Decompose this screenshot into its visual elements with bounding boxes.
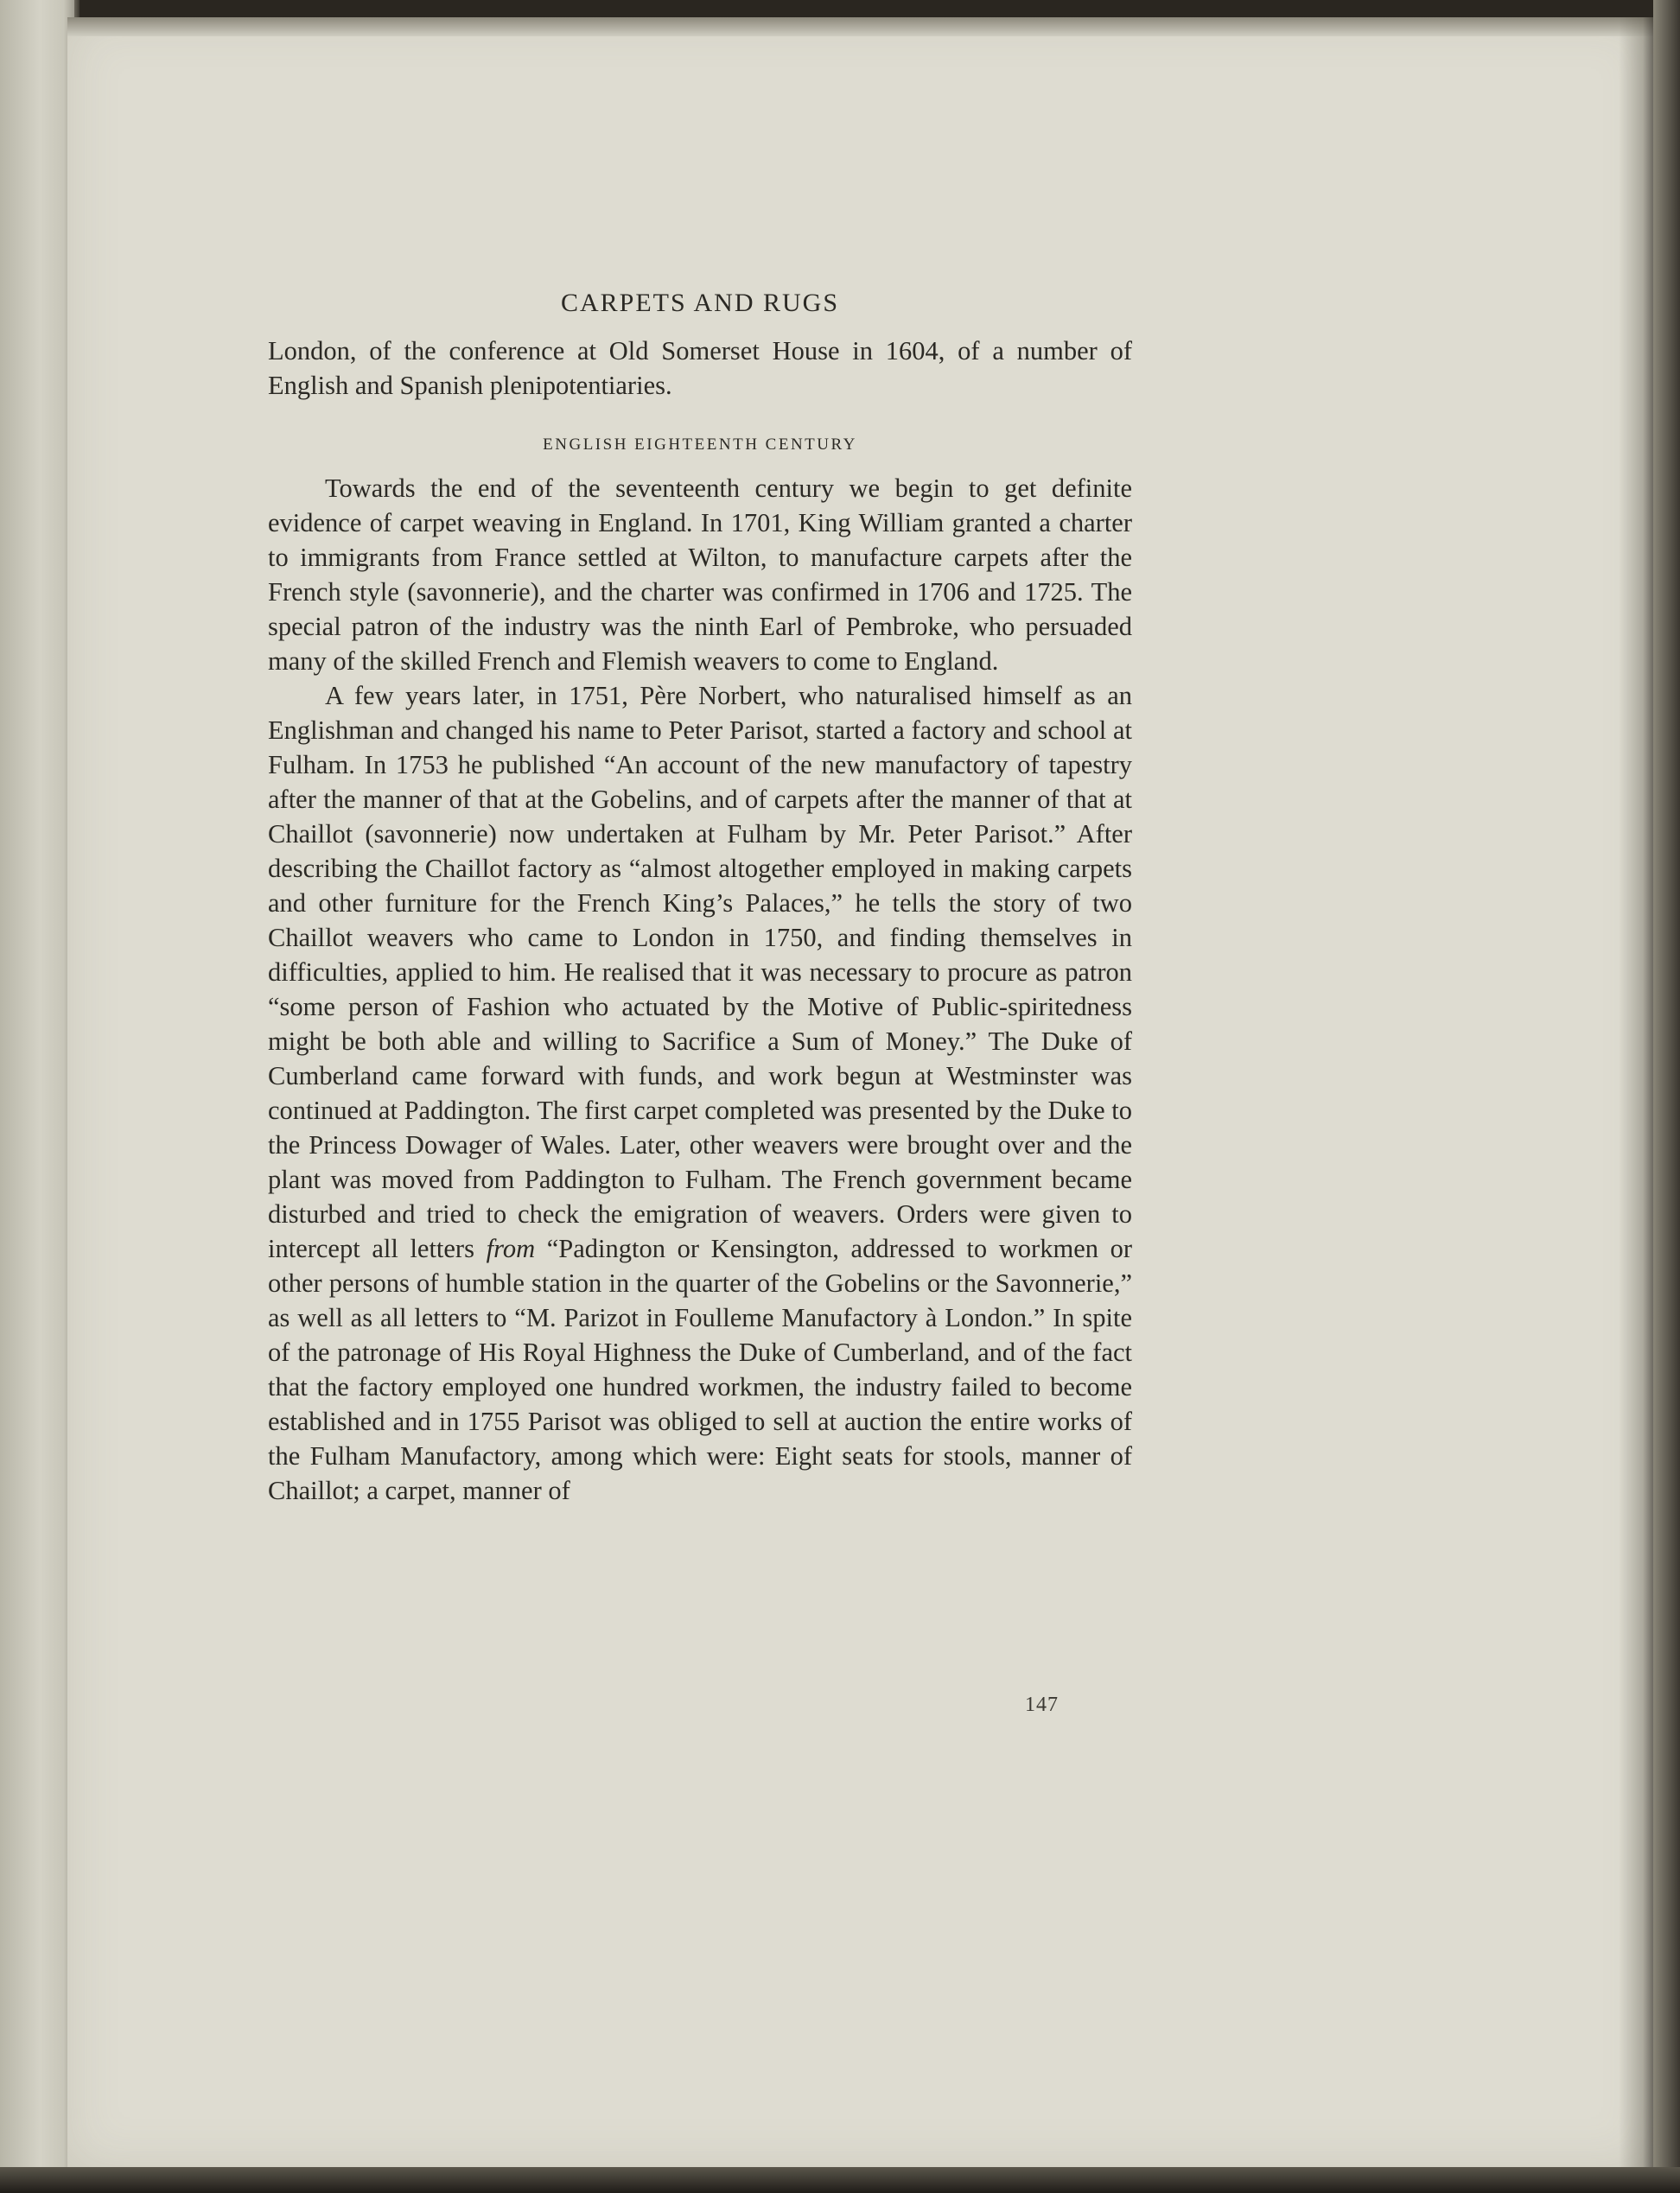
page-bottom-edge: [0, 2167, 1680, 2193]
running-head: CARPETS AND RUGS: [560, 289, 840, 317]
section-heading: ENGLISH EIGHTEENTH CENTURY: [543, 435, 857, 454]
paragraph-parisot-part2: “Padington or Kensington, addressed to workmen or other persons of humble station in the quarter of the Gobelins or the Savonnerie,” as well as all letters to “M. Parizot in Foulleme Manufactory à London.” In spite of the patronage of His Royal Highness the Duke of Cumberland, and of the fact that the factory employed one hundred workmen, the industry failed to become established and in 1755 Parisot was obliged to sell at auction the entire works of the Fulham Manufactory, among which were: Eight seats for stools, manner of Chaillot; a carpet, manner of: [268, 1233, 1133, 1505]
paragraph-parisot: [268, 678, 1132, 1508]
paragraph-wilton: Towards the end of the seventeenth century we begin to get definite evidence of carpet weaving in England. In 1701, King William granted a charter to immigrants from France settled at Wilton, to manufacture carpets after the French style (savonnerie), and the charter was confirmed in 1706 and 1725. The special patron of the industry was the ninth Earl of Pembroke, who persuaded many of the skilled French and Flemish weavers to come to England.: [268, 473, 1132, 676]
paragraph-continuation: London, of the conference at Old Somerset House in 1604, of a number of English and Spanish plenipotentiaries.: [268, 336, 1132, 400]
page-right-edge: [1653, 0, 1680, 2193]
italic-word: from: [486, 1233, 536, 1263]
text-block: [268, 285, 1132, 1508]
page-number: 147: [1025, 1694, 1059, 1716]
paragraph-parisot-part1: A few years later, in 1751, Père Norbert, who naturalised himself as an Englishman and changed his name to Peter Parisot, started a factory and school at Fulham. In 1753 he published “An account of the new manufactory of tapestry after the manner of that at the Gobelins, and of carpets after the manner of that at Chaillot (savonnerie) now undertaken at Fulham by Mr. Peter Parisot.” After describing the Chaillot factory as “almost altogether employed in making carpets and other furniture for the French King’s Palaces,” he tells the story of two Chaillot weavers who came to London in 1750, and finding themselves in difficulties, applied to him. He realised that it was necessary to procure as patron “some person of Fashion who actuated by the Motive of Public-spiritedness might be both able and willing to Sacrifice a Sum of Money.” The Duke of Cumberland came forward with funds, and work begun at Westminster was continued at Paddington. The first carpet completed was presented by the Duke to the Princess Dowager of Wales. Later, other weavers were brought over and the plant was moved from Paddington to Fulham. The French government became disturbed and tried to check the emigration of weavers. Orders were given to intercept all letters: [268, 680, 1132, 1263]
